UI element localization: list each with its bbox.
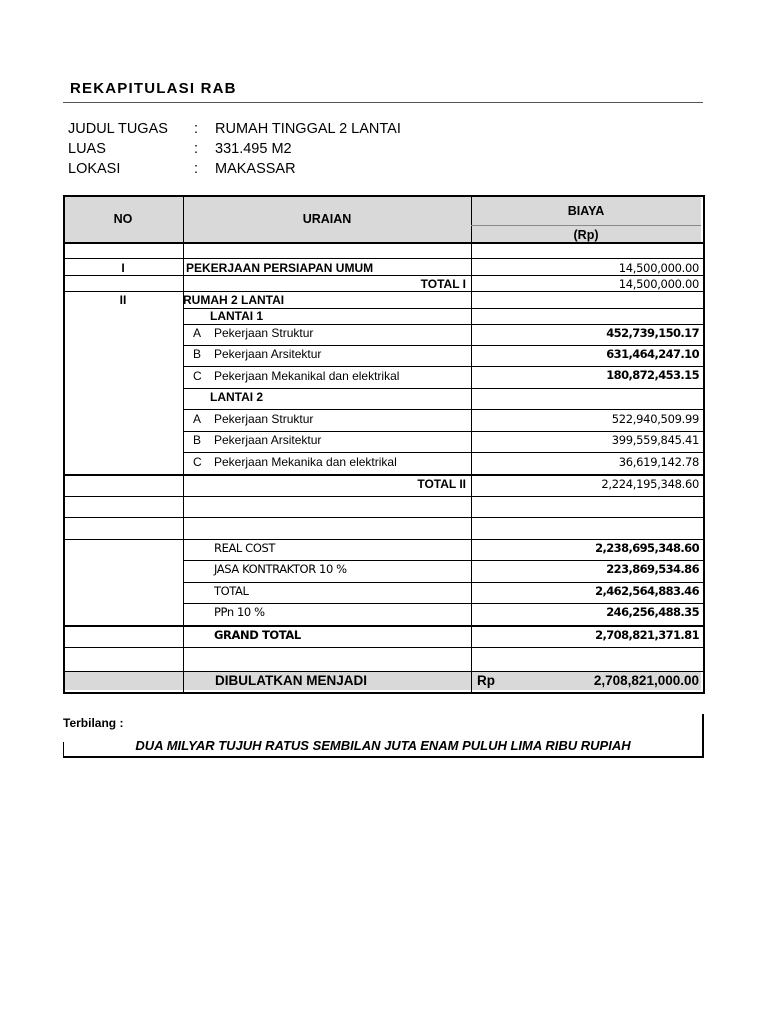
- summary-value: 246,256,488.35: [606, 605, 699, 619]
- rounded-value: 2,708,821,000.00: [593, 673, 699, 688]
- row-rule: [63, 291, 703, 292]
- summary-label: REAL COST: [214, 541, 275, 555]
- lantai-2-item-value: 36,619,142.78: [618, 455, 699, 469]
- lantai-2-item-name: Pekerjaan Mekanika dan elektrikal: [214, 455, 397, 469]
- total-2-label: TOTAL II: [417, 477, 466, 491]
- summary-value: 2,238,695,348.60: [595, 541, 699, 555]
- lantai-1-item-value: 180,872,453.15: [606, 368, 699, 382]
- lantai-2-label: LANTAI 2: [210, 390, 264, 404]
- header-biaya: BIAYA: [567, 204, 605, 218]
- lantai-1-item-letter: C: [193, 369, 202, 383]
- row-rule: [63, 647, 703, 648]
- row-rule: [183, 366, 703, 367]
- lantai-2-item-letter: B: [193, 433, 202, 447]
- section-1-title: PEKERJAAN PERSIAPAN UMUM: [186, 261, 374, 275]
- row-rule: [63, 517, 703, 518]
- row-rule: [183, 560, 703, 561]
- lantai-2-item-value: 399,559,845.41: [611, 433, 699, 447]
- row-rule: [183, 431, 703, 432]
- terbilang-bottom-rule: [63, 756, 704, 758]
- header-no: NO: [113, 212, 133, 226]
- info-key: JUDUL TUGAS: [68, 121, 168, 137]
- lantai-2-item-value: 522,940,509.99: [611, 412, 699, 426]
- rounded-currency: Rp: [477, 673, 495, 688]
- row-rule-thick: [63, 625, 703, 627]
- terbilang-label: Terbilang :: [63, 716, 124, 730]
- summary-value: 2,462,564,883.46: [595, 584, 699, 598]
- info-colon: :: [194, 141, 199, 157]
- header-unit: (Rp): [573, 228, 599, 242]
- section-2-title: RUMAH 2 LANTAI: [183, 293, 285, 307]
- grand-total-value: 2,708,821,371.81: [595, 628, 699, 642]
- row-rule: [183, 582, 703, 583]
- lantai-1-item-value: 452,739,150.17: [606, 326, 699, 340]
- row-rule-thick: [63, 474, 703, 476]
- header-bottom-rule: [63, 242, 703, 244]
- lantai-1-item-name: Pekerjaan Struktur: [214, 326, 314, 340]
- lantai-1-item-name: Pekerjaan Arsitektur: [214, 347, 322, 361]
- row-rule: [63, 539, 703, 540]
- section-1-no: I: [121, 261, 125, 275]
- row-rule: [63, 258, 703, 259]
- row-rule: [183, 409, 703, 410]
- row-rule: [183, 388, 703, 389]
- lantai-2-item-letter: A: [193, 412, 202, 426]
- biaya-header-split: [471, 225, 701, 226]
- row-rule: [183, 452, 703, 453]
- rounded-label: DIBULATKAN MENJADI: [215, 673, 367, 688]
- section-2-no: II: [119, 293, 127, 307]
- info-key: LOKASI: [68, 161, 121, 177]
- lantai-1-label: LANTAI 1: [210, 309, 264, 323]
- summary-label: TOTAL: [214, 584, 249, 598]
- total-1-value: 14,500,000.00: [618, 277, 699, 291]
- row-rule: [183, 345, 703, 346]
- column-divider: [471, 195, 472, 692]
- grand-total-label: GRAND TOTAL: [214, 628, 301, 642]
- lantai-2-item-name: Pekerjaan Struktur: [214, 412, 314, 426]
- info-value: MAKASSAR: [215, 161, 296, 177]
- section-1-value: 14,500,000.00: [618, 261, 699, 275]
- page-title: REKAPITULASI RAB: [70, 80, 237, 97]
- column-divider: [183, 195, 184, 692]
- lantai-1-item-letter: A: [193, 326, 202, 340]
- row-rule: [63, 496, 703, 497]
- row-rule: [63, 671, 703, 672]
- lantai-1-item-letter: B: [193, 347, 202, 361]
- lantai-2-item-letter: C: [193, 455, 202, 469]
- info-colon: :: [194, 121, 199, 137]
- info-key: LUAS: [68, 141, 106, 157]
- info-value: RUMAH TINGGAL 2 LANTAI: [215, 121, 401, 137]
- row-rule: [183, 603, 703, 604]
- rab-table: [63, 195, 703, 692]
- total-1-label: TOTAL I: [420, 277, 466, 291]
- summary-label: PPn 10 %: [214, 605, 265, 619]
- header-uraian: URAIAN: [302, 212, 352, 226]
- title-rule: [63, 102, 703, 103]
- lantai-1-item-name: Pekerjaan Mekanikal dan elektrikal: [214, 369, 400, 383]
- info-colon: :: [194, 161, 199, 177]
- row-rule: [63, 275, 703, 276]
- row-rule: [183, 324, 703, 325]
- lantai-2-item-name: Pekerjaan Arsitektur: [214, 433, 322, 447]
- lantai-1-item-value: 631,464,247.10: [606, 347, 699, 361]
- info-value: 331.495 M2: [215, 141, 292, 157]
- terbilang-text: DUA MILYAR TUJUH RATUS SEMBILAN JUTA ENAM PULUH LIMA RIBU RUPIAH: [135, 738, 631, 753]
- summary-value: 223,869,534.86: [606, 562, 699, 576]
- total-2-value: 2,224,195,348.60: [601, 477, 699, 491]
- summary-label: JASA KONTRAKTOR 10 %: [214, 562, 347, 576]
